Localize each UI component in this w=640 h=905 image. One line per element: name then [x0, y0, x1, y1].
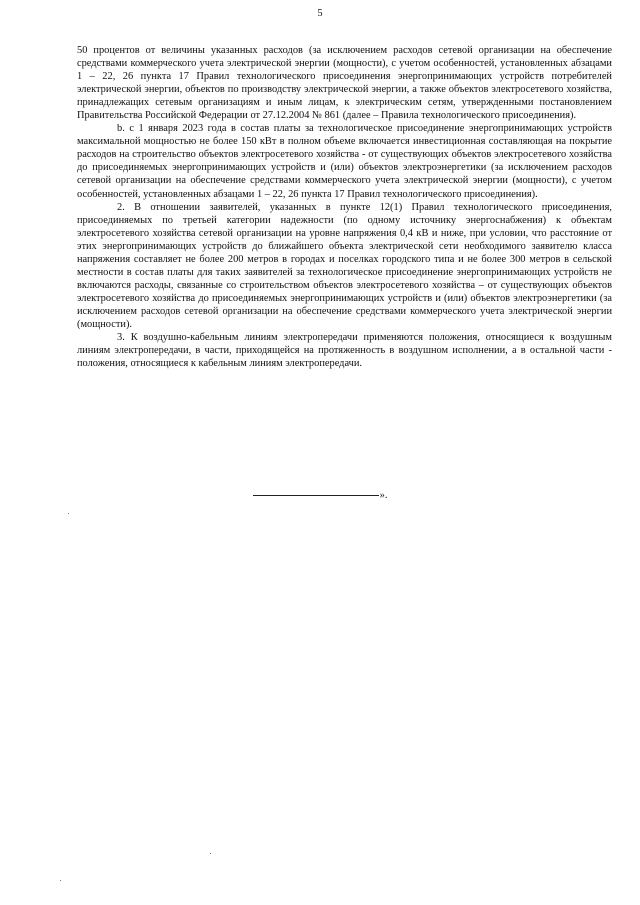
paragraph-item-3: 3. К воздушно-кабельным линиям электропередачи применяются положения, относящиеся к воздушным линиям электропередачи, в части, приходящейся на протяженность в воздушном исполнении, а в остальной части - положения, относящиеся к кабельным линиям электропередачи. — [77, 332, 612, 370]
paragraph-item-2: 2. В отношении заявителей, указанных в пункте 12(1) Правил технологического присоединения, присоединяемых по третьей категории надежности (по одному источнику энергоснабжения) к объектам электросетевого хозяйства сетевой организации на уровне напряжения 0,4 кВ и ниже, при условии, что расстояние от этих энергопринимающих устройств до ближайшего объекта электрической сети необходимого заявителю класса напряжения составляет не более 200 метров в городах и поселках городского типа и не более 300 метров в сельской местности в состав платы для таких заявителей за технологическое присоединение энергопринимающих устройств не включаются расходы, связанные со строительством объектов электросетевого хозяйства – от существующих объектов электросетевого хозяйства до присоединяемых энергопринимающих устройств и (или) объектов электроэнергетики (за исключением расходов сетевой организации на обеспечение средствами коммерческого учета электрической энергии (мощности). — [77, 201, 612, 330]
paragraph-continuation: 50 процентов от величины указанных расходов (за исключением расходов сетевой организации на обеспечение средствами коммерческого учета электрической энергии (мощности), с учетом особенностей, установленных абзацами 1 – 22, 26 пункта 17 Правил технологического присоединения энергопринимающих устройств потребителей электрической энергии, объектов по производству электрической энергии, а также объектов электросетевого хозяйства, принадлежащих сетевым организациям и иным лицам, к электрическим сетям, утвержденными постановлением Правительства Российской Федерации от 27.12.2004 № 861 (далее – Правила технологического присоединения). — [77, 45, 612, 122]
closing-quote: ». — [379, 490, 388, 501]
page-number: 5 — [317, 8, 323, 19]
document-body — [77, 44, 612, 370]
scan-speck — [68, 513, 69, 514]
scan-speck — [60, 880, 61, 881]
signature-rule — [253, 495, 379, 496]
paragraph-item-b: b. с 1 января 2023 года в состав платы за технологическое присоединение энергопринимающих устройств максимальной мощностью не более 150 кВт в полном объеме включается инвестиционная составляющая на покрытие расходов на строительство объектов электросетевого хозяйства - от существующих объектов электросетевого хозяйства до присоединяемых энергопринимающих устройств и (или) объектов электроэнергетики (за исключением расходов сетевой организации на обеспечение средствами коммерческого учета электрической энергии (мощности), с учетом особенностей, установленных абзацами 1 – 22, 26 пункта 17 Правил технологического присоединения). — [77, 123, 612, 200]
closing-line — [0, 490, 640, 501]
scan-speck — [210, 853, 211, 854]
